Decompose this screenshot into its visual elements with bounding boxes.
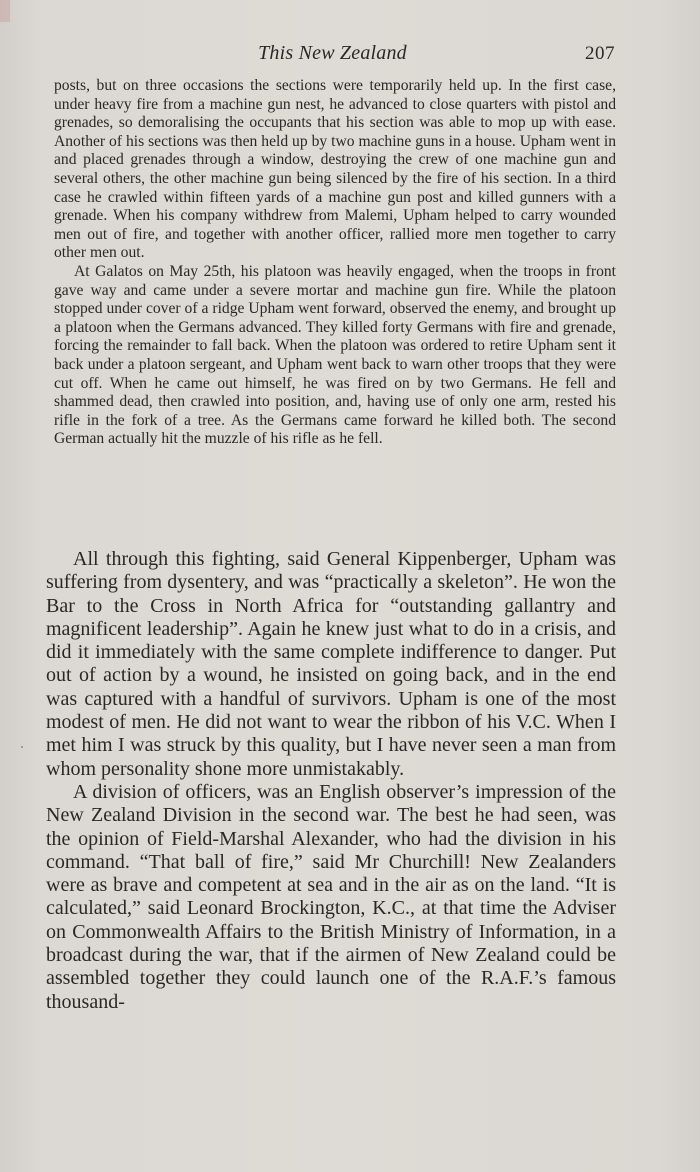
main-body-text [46,548,616,1014]
body-paragraph-2: A division of officers, was an English observer’s impression of the New Zealand Division in the second war. The best he had seen, was the opinion of Field-Marshal Alexander, who had the division in his command. “That ball of fire,” said Mr Churchill! New Zealanders were as brave and competent at sea and in the air as on the land. “It is calculated,” said Leonard Brockington, K.C., at that time the Adviser on Commonwealth Affairs to the British Ministry of Information, in a broadcast during the war, that if the airmen of New Zealand could be assembled together they could launch one of the R.A.F.’s famous thousand- [46,780,616,1013]
paper-speck [21,746,23,748]
page-corner-mark [0,0,10,22]
citation-paragraph-1: posts, but on three occasions the sections were temporarily held up. In the first case, under heavy fire from a machine gun nest, he advanced to close quarters with pistol and grenades, so demoralising the occupants that his section was able to mop up with ease. Another of his sections was then held up by two machine guns in a house. Upham went in and placed grenades through a window, destroying the crew of one machine gun and several others, the other machine gun being silenced by the fire of his section. In a third case he crawled within fifteen yards of a machine gun post and killed gunners with a grenade. When his company withdrew from Malemi, Upham helped to carry wounded men out of fire, and together with another officer, rallied more men together to carry other men out. [54,77,616,262]
quoted-citation [54,77,616,449]
page-number: 207 [585,43,615,64]
citation-paragraph-2: At Galatos on May 25th, his platoon was heavily engaged, when the troops in front gave way and came under a severe mortar and machine gun fire. While the platoon stopped under cover of a ridge Upham went forward, observed the enemy, and brought up a platoon when the Germans advanced. They killed forty Germans with fire and grenade, forcing the remainder to fall back. When the platoon was ordered to retire Upham sent it back under a platoon sergeant, and Upham went back to warn other troops that they were cut off. When he came out himself, he was fired on by two Germans. He fell and shammed dead, then crawled into position, and, having use of only one arm, rested his rifle in the fork of a tree. As the Germans came forward he killed both. The second German actually hit the muzzle of his rifle as he fell. [54,262,616,448]
body-paragraph-1: All through this fighting, said General Kippenberger, Upham was suffering from dysentery, and was “practically a skeleton”. He won the Bar to the Cross in North Africa for “outstanding gallantry and magnificent leadership”. Again he knew just what to do in a crisis, and did it immediately with the same complete indifference to danger. Put out of action by a wound, he insisted on going back, and in the end was captured with a handful of survivors. Upham is one of the most modest of men. He did not want to wear the ribbon of his V.C. When I met him I was struck by this quality, but I have never seen a man from whom personality shone more unmistakably. [46,548,616,780]
running-title: This New Zealand [258,42,407,64]
page-header [50,42,615,70]
